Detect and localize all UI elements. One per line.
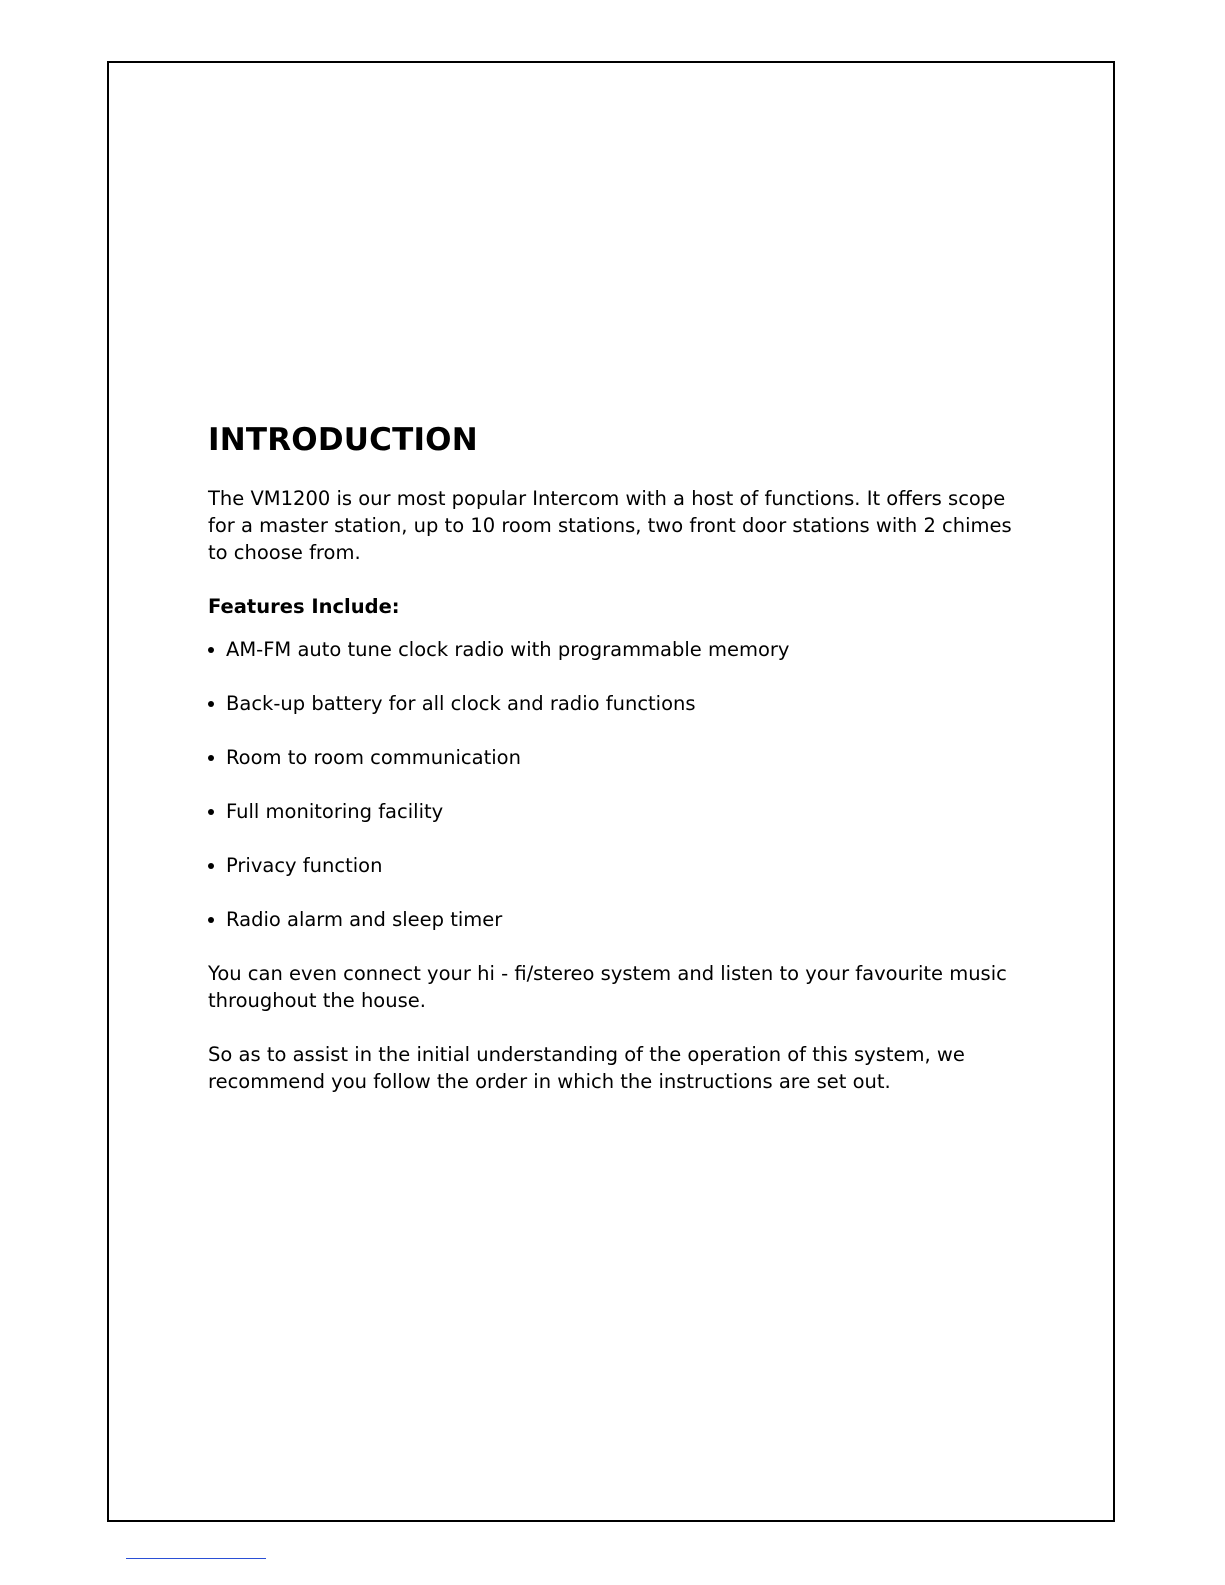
intro-paragraph: The VM1200 is our most popular Intercom with a host of functions. It offers scope for a master station, up to 10 room stations, two front door stations with 2 chimes to choose from. (208, 487, 1012, 565)
bullet-icon (208, 863, 214, 869)
bullet-icon (208, 647, 214, 653)
feature-text: Room to room communication (226, 746, 521, 770)
hifi-paragraph: You can even connect your hi - fi/stereo system and listen to your favourite music throughout the house. (208, 962, 1007, 1013)
feature-text: AM-FM auto tune clock radio with programmable memory (226, 638, 790, 662)
document-content (208, 422, 1028, 1095)
feature-item (208, 798, 1028, 825)
instructions-order-paragraph: So as to assist in the initial understanding of the operation of this system, we recommend you follow the order in which the instructions are set out. (208, 1043, 965, 1094)
bullet-icon (208, 917, 214, 923)
feature-text: Back-up battery for all clock and radio functions (226, 692, 696, 716)
footer-rule (126, 1558, 266, 1559)
page-title: INTRODUCTION (208, 422, 478, 458)
bullet-icon (208, 755, 214, 761)
feature-text: Full monitoring facility (226, 800, 444, 824)
feature-list (208, 636, 1028, 933)
feature-item (208, 690, 1028, 717)
features-heading: Features Include: (208, 595, 400, 619)
feature-text: Privacy function (226, 854, 383, 878)
feature-text: Radio alarm and sleep timer (226, 908, 503, 932)
feature-item (208, 744, 1028, 771)
feature-item (208, 636, 1028, 663)
feature-item (208, 852, 1028, 879)
bullet-icon (208, 809, 214, 815)
feature-item (208, 906, 1028, 933)
bullet-icon (208, 701, 214, 707)
